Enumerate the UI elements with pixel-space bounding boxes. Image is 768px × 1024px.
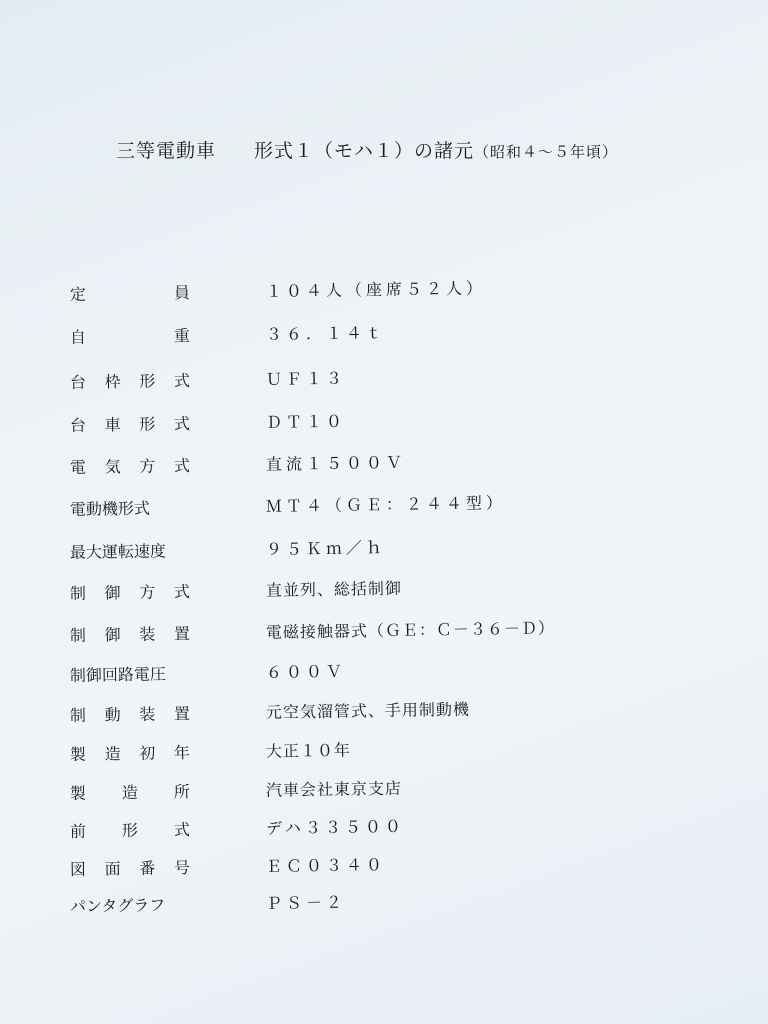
spec-row-brake [70, 693, 690, 733]
spec-value: ＤＴ１０ [265, 411, 347, 432]
spec-value: ９５Ｋｍ／ｈ [265, 538, 387, 559]
spec-value: 直流１５００Ｖ [265, 452, 407, 474]
spec-label: 図 面 番 号 [69, 858, 191, 879]
spec-row-weight [70, 315, 690, 355]
spec-value: 汽車会社東京支店 [265, 778, 403, 800]
spec-value: ３６．１４ｔ [265, 323, 387, 344]
spec-label: 台 車 形 式 [69, 414, 191, 435]
spec-label: 電 気 方 式 [69, 456, 191, 477]
spec-label: パンタグラフ [69, 895, 166, 916]
spec-row-former-type [70, 809, 690, 849]
spec-row-control-method [70, 571, 690, 611]
spec-row-drawing-number [70, 847, 690, 887]
spec-label: 自 重 [69, 326, 191, 347]
spec-value: 直並列、総括制御 [265, 578, 403, 600]
spec-row-first-built [70, 732, 690, 772]
spec-label: 制 御 方 式 [69, 582, 191, 603]
spec-row-motor [70, 487, 690, 527]
spec-value: ＵＦ１３ [265, 368, 347, 389]
spec-row-bogie [70, 403, 690, 443]
spec-value: 電磁接触器式（ＧＥ：Ｃ－３６－Ｄ） [265, 618, 556, 642]
spec-value: 大正１０年 [265, 740, 352, 761]
spec-row-pantograph [70, 884, 690, 924]
spec-label: 定 員 [69, 283, 191, 304]
spec-row-electric-system [70, 445, 690, 485]
spec-row-manufacturer [70, 771, 690, 811]
page-title [116, 136, 736, 163]
spec-row-controller [70, 613, 690, 653]
spec-label: 制御回路電圧 [69, 664, 167, 685]
spec-label: 前 形 式 [69, 820, 191, 841]
spec-label: 制 動 装 置 [69, 704, 191, 725]
spec-value: ＭＴ４（ＧＥ：２４４型） [265, 493, 507, 516]
spec-row-capacity [70, 272, 690, 312]
title-car-type: 三等電動車 [116, 140, 217, 162]
spec-value: デハ３３５００ [265, 816, 406, 838]
spec-value: １０４人（座席５２人） [265, 278, 487, 301]
spec-value: ６００Ｖ [265, 661, 347, 682]
spec-value: 元空気溜管式、手用制動機 [265, 699, 471, 722]
spec-label: 製 造 所 [69, 782, 191, 803]
spec-label: 最大運転速度 [69, 541, 167, 562]
spec-label: 製 造 初 年 [69, 743, 191, 764]
spec-label: 電動機形式 [69, 498, 151, 519]
spec-row-control-voltage [70, 653, 690, 693]
spec-label: 台 枠 形 式 [69, 371, 191, 392]
spec-value: ＰＳ－２ [265, 892, 347, 913]
spec-row-max-speed [70, 530, 690, 570]
title-model: 形式１（モハ１）の諸元 [254, 140, 475, 162]
title-era: （昭和４～５年頃） [474, 143, 619, 161]
spec-row-underframe [70, 360, 690, 400]
spec-value: ＥＣ０３４０ [265, 855, 387, 876]
spec-label: 制 御 装 置 [69, 624, 191, 645]
